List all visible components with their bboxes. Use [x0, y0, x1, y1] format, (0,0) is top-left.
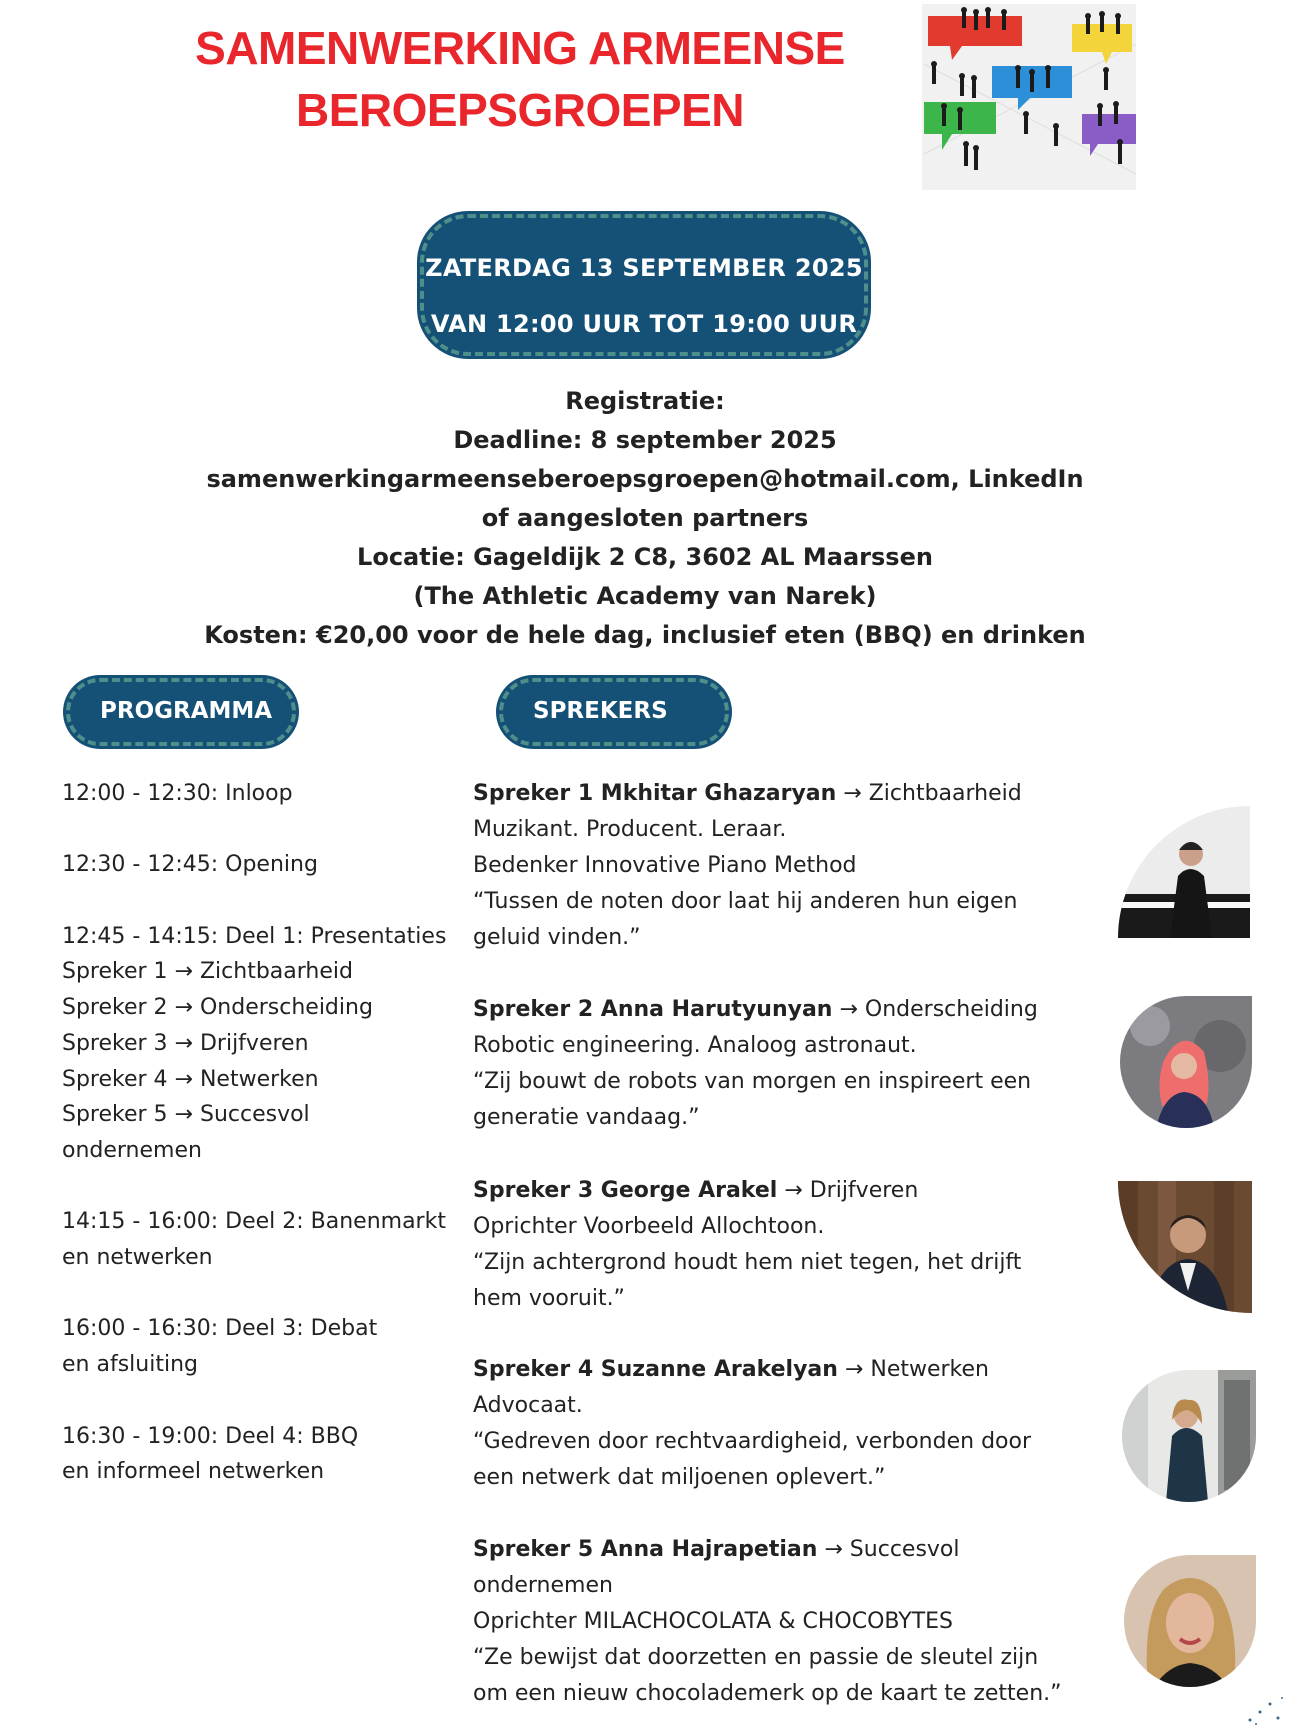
registration-contact: samenwerkingarmeenseberoepsgroepen@hotmail.com, LinkedIn	[206, 465, 1084, 493]
program-item: 16:30 - 19:00: Deel 4: BBQ en informeel netwerken	[62, 1423, 359, 1485]
registration-heading: Registratie:	[565, 387, 725, 415]
speaker-3-photo	[1118, 1181, 1252, 1313]
speaker-topic: → Zichtbaarheid	[836, 781, 1022, 806]
networking-collage-image	[922, 4, 1136, 190]
speaker-topic: → Onderscheiding	[832, 997, 1038, 1022]
speakers-section-header: SPREKERS	[499, 678, 729, 746]
event-location: Locatie: Gageldijk 2 C8, 3602 AL Maarssen	[357, 543, 933, 571]
program-item: 12:00 - 12:30: Inloop	[62, 781, 293, 806]
registration-deadline: Deadline: 8 september 2025	[453, 426, 837, 454]
event-venue: (The Athletic Academy van Narek)	[413, 582, 877, 610]
speaker-1: Spreker 1 Mkhitar Ghazaryan → Zichtbaarheid Muzikant. Producent. Leraar. Bedenker Innovative Piano Method “Tussen de noten door laat hij anderen hun eigen geluid vinden.”	[473, 781, 1022, 950]
event-date: ZATERDAG 13 SEPTEMBER 2025	[425, 254, 863, 282]
speaker-topic: → Drijfveren	[777, 1178, 919, 1203]
registration-info	[140, 382, 1150, 655]
speaker-5-photo	[1124, 1555, 1256, 1687]
speaker-4: Spreker 4 Suzanne Arakelyan → Netwerken Advocaat. “Gedreven door rechtvaardigheid, verbonden door een netwerk dat miljoenen oplevert.”	[473, 1357, 1031, 1490]
speaker-name: Spreker 4 Suzanne Arakelyan	[473, 1357, 838, 1382]
speaker-5: Spreker 5 Anna Hajrapetian → Succesvol ondernemen Oprichter MILACHOCOLATA & CHOCOBYTES “Ze bewijst dat doorzetten en passie de sleutel zijn om een nieuw chocolademerk op de kaart te zetten.”	[473, 1537, 1062, 1706]
program-item: 12:30 - 12:45: Opening	[62, 852, 318, 878]
speaker-2-photo	[1120, 996, 1252, 1128]
event-date-badge	[420, 214, 868, 356]
title-line-2: BEROEPSGROEPEN	[296, 84, 744, 136]
speaker-name: Spreker 2 Anna Harutyunyan	[473, 997, 833, 1022]
title-line-1: SAMENWERKING ARMEENSE	[195, 22, 845, 74]
event-cost: Kosten: €20,00 voor de hele dag, inclusief eten (BBQ) en drinken	[204, 621, 1086, 649]
speaker-3: Spreker 3 George Arakel → Drijfveren Oprichter Voorbeeld Allochtoon. “Zijn achtergrond houdt hem niet tegen, het drijft hem vooruit.”	[473, 1178, 1022, 1311]
sparkle-decoration-icon	[1244, 1690, 1288, 1728]
program-item: 12:45 - 14:15: Deel 1: Presentaties Spreker 1 → Zichtbaarheid Spreker 2 → Onderscheiding Spreker 3 → Drijfveren Spreker 4 → Netwerken Spreker 5 → Succesvol ondernemen	[62, 923, 447, 1163]
speaker-4-photo	[1122, 1370, 1256, 1502]
speaker-2: Spreker 2 Anna Harutyunyan → Onderscheiding Robotic engineering. Analoog astronaut. “Zij bouwt de robots van morgen en inspireert een generatie vandaag.”	[473, 997, 1038, 1130]
program-list	[62, 776, 462, 1526]
speaker-topic: → Netwerken	[837, 1357, 989, 1382]
speaker-name: Spreker 3 George Arakel	[473, 1178, 778, 1203]
program-item: 16:00 - 16:30: Deel 3: Debat en afsluiting	[62, 1316, 378, 1378]
speaker-1-photo	[1118, 806, 1250, 938]
speaker-topic: → Succesvol	[817, 1537, 960, 1562]
program-item: 14:15 - 16:00: Deel 2: Banenmarkt en netwerken	[62, 1209, 446, 1271]
registration-partners: of aangesloten partners	[481, 504, 809, 532]
speaker-name: Spreker 1 Mkhitar Ghazaryan	[473, 781, 837, 806]
speaker-name: Spreker 5 Anna Hajrapetian	[473, 1537, 818, 1562]
event-time: VAN 12:00 UUR TOT 19:00 UUR	[430, 310, 858, 338]
program-section-header: PROGRAMMA	[66, 678, 296, 746]
